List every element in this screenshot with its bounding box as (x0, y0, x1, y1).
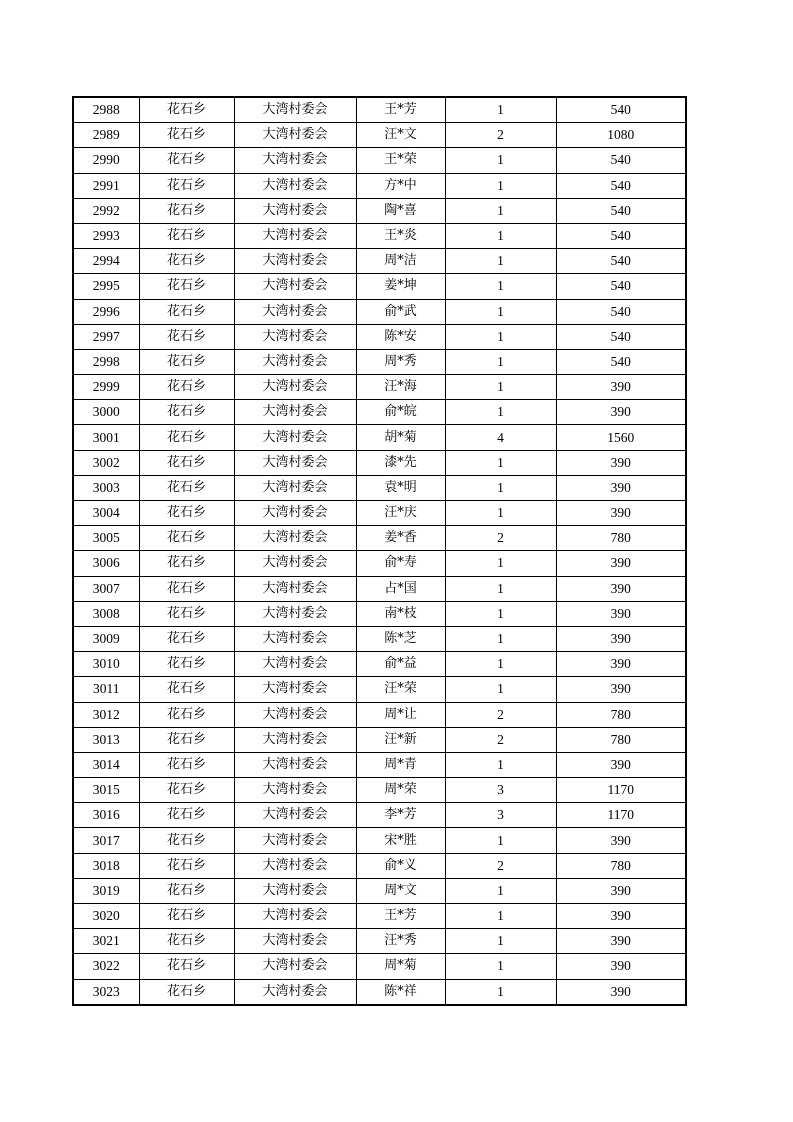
cell-amount: 780 (556, 526, 686, 551)
cell-name: 汪*新 (356, 727, 445, 752)
cell-name: 周*洁 (356, 249, 445, 274)
cell-name: 王*荣 (356, 148, 445, 173)
cell-amount: 390 (556, 601, 686, 626)
cell-committee: 大湾村委会 (234, 223, 356, 248)
cell-name: 姜*香 (356, 526, 445, 551)
cell-amount: 1170 (556, 803, 686, 828)
table-row (73, 904, 686, 929)
cell-amount: 1080 (556, 123, 686, 148)
cell-id: 3016 (73, 803, 139, 828)
cell-amount: 540 (556, 274, 686, 299)
cell-township: 花石乡 (139, 501, 234, 526)
cell-committee: 大湾村委会 (234, 173, 356, 198)
cell-count: 1 (445, 878, 556, 903)
cell-amount: 540 (556, 299, 686, 324)
cell-name: 袁*明 (356, 475, 445, 500)
cell-name: 俞*义 (356, 853, 445, 878)
cell-township: 花石乡 (139, 349, 234, 374)
cell-township: 花石乡 (139, 551, 234, 576)
table-row (73, 652, 686, 677)
cell-township: 花石乡 (139, 375, 234, 400)
cell-township: 花石乡 (139, 828, 234, 853)
cell-id: 2991 (73, 173, 139, 198)
cell-amount: 390 (556, 501, 686, 526)
cell-id: 3006 (73, 551, 139, 576)
cell-township: 花石乡 (139, 97, 234, 123)
cell-count: 1 (445, 601, 556, 626)
cell-township: 花石乡 (139, 198, 234, 223)
table-row (73, 702, 686, 727)
cell-township: 花石乡 (139, 475, 234, 500)
cell-name: 汪*海 (356, 375, 445, 400)
cell-id: 3001 (73, 425, 139, 450)
cell-committee: 大湾村委会 (234, 324, 356, 349)
cell-count: 1 (445, 652, 556, 677)
table-row (73, 223, 686, 248)
cell-id: 3014 (73, 752, 139, 777)
cell-amount: 390 (556, 400, 686, 425)
cell-name: 周*文 (356, 878, 445, 903)
cell-township: 花石乡 (139, 299, 234, 324)
cell-count: 1 (445, 551, 556, 576)
cell-id: 3003 (73, 475, 139, 500)
table-row (73, 752, 686, 777)
cell-count: 3 (445, 778, 556, 803)
cell-count: 1 (445, 375, 556, 400)
cell-committee: 大湾村委会 (234, 929, 356, 954)
cell-township: 花石乡 (139, 123, 234, 148)
cell-amount: 390 (556, 626, 686, 651)
cell-id: 2993 (73, 223, 139, 248)
cell-name: 王*炎 (356, 223, 445, 248)
table-row (73, 576, 686, 601)
cell-committee: 大湾村委会 (234, 375, 356, 400)
cell-amount: 1560 (556, 425, 686, 450)
cell-committee: 大湾村委会 (234, 97, 356, 123)
table-row (73, 878, 686, 903)
cell-amount: 390 (556, 929, 686, 954)
cell-township: 花石乡 (139, 148, 234, 173)
cell-count: 1 (445, 677, 556, 702)
cell-name: 南*枝 (356, 601, 445, 626)
cell-township: 花石乡 (139, 727, 234, 752)
table-row (73, 954, 686, 979)
cell-id: 2999 (73, 375, 139, 400)
cell-committee: 大湾村委会 (234, 475, 356, 500)
cell-count: 1 (445, 148, 556, 173)
cell-committee: 大湾村委会 (234, 274, 356, 299)
table-row (73, 97, 686, 123)
cell-committee: 大湾村委会 (234, 853, 356, 878)
table-row (73, 853, 686, 878)
cell-township: 花石乡 (139, 979, 234, 1005)
cell-name: 汪*秀 (356, 929, 445, 954)
cell-name: 周*让 (356, 702, 445, 727)
table-row (73, 828, 686, 853)
table-body (73, 97, 686, 1005)
cell-count: 1 (445, 349, 556, 374)
table-row (73, 601, 686, 626)
cell-amount: 390 (556, 828, 686, 853)
cell-count: 1 (445, 173, 556, 198)
cell-committee: 大湾村委会 (234, 904, 356, 929)
cell-name: 俞*武 (356, 299, 445, 324)
cell-township: 花石乡 (139, 576, 234, 601)
cell-id: 3015 (73, 778, 139, 803)
cell-count: 1 (445, 752, 556, 777)
cell-township: 花石乡 (139, 778, 234, 803)
cell-committee: 大湾村委会 (234, 979, 356, 1005)
cell-name: 宋*胜 (356, 828, 445, 853)
cell-amount: 540 (556, 324, 686, 349)
cell-amount: 390 (556, 954, 686, 979)
cell-id: 3009 (73, 626, 139, 651)
cell-id: 3008 (73, 601, 139, 626)
cell-id: 3019 (73, 878, 139, 903)
table-row (73, 173, 686, 198)
cell-amount: 780 (556, 853, 686, 878)
cell-count: 1 (445, 475, 556, 500)
cell-id: 2998 (73, 349, 139, 374)
cell-name: 陈*祥 (356, 979, 445, 1005)
cell-amount: 540 (556, 173, 686, 198)
cell-committee: 大湾村委会 (234, 198, 356, 223)
table-row (73, 299, 686, 324)
cell-id: 3023 (73, 979, 139, 1005)
cell-amount: 540 (556, 249, 686, 274)
cell-count: 4 (445, 425, 556, 450)
cell-name: 汪*文 (356, 123, 445, 148)
cell-amount: 390 (556, 904, 686, 929)
cell-count: 1 (445, 979, 556, 1005)
cell-name: 方*中 (356, 173, 445, 198)
cell-name: 周*青 (356, 752, 445, 777)
table-row (73, 475, 686, 500)
table-row (73, 803, 686, 828)
cell-amount: 780 (556, 702, 686, 727)
cell-amount: 390 (556, 979, 686, 1005)
cell-id: 3000 (73, 400, 139, 425)
table-row (73, 778, 686, 803)
cell-count: 1 (445, 274, 556, 299)
cell-committee: 大湾村委会 (234, 727, 356, 752)
cell-township: 花石乡 (139, 274, 234, 299)
cell-count: 1 (445, 954, 556, 979)
cell-id: 2992 (73, 198, 139, 223)
cell-count: 1 (445, 626, 556, 651)
table-row (73, 148, 686, 173)
cell-committee: 大湾村委会 (234, 601, 356, 626)
cell-id: 3007 (73, 576, 139, 601)
cell-id: 3020 (73, 904, 139, 929)
table-row (73, 450, 686, 475)
cell-amount: 540 (556, 198, 686, 223)
table-row (73, 123, 686, 148)
cell-name: 陈*芝 (356, 626, 445, 651)
cell-name: 俞*益 (356, 652, 445, 677)
cell-township: 花石乡 (139, 400, 234, 425)
cell-count: 1 (445, 828, 556, 853)
cell-amount: 390 (556, 677, 686, 702)
cell-amount: 390 (556, 551, 686, 576)
cell-amount: 390 (556, 450, 686, 475)
cell-committee: 大湾村委会 (234, 299, 356, 324)
cell-count: 1 (445, 249, 556, 274)
table-row (73, 249, 686, 274)
cell-count: 2 (445, 526, 556, 551)
cell-id: 3012 (73, 702, 139, 727)
cell-name: 王*芳 (356, 97, 445, 123)
table-row (73, 501, 686, 526)
cell-id: 3005 (73, 526, 139, 551)
cell-committee: 大湾村委会 (234, 954, 356, 979)
cell-committee: 大湾村委会 (234, 752, 356, 777)
cell-id: 3004 (73, 501, 139, 526)
cell-committee: 大湾村委会 (234, 878, 356, 903)
cell-township: 花石乡 (139, 223, 234, 248)
cell-name: 汪*荣 (356, 677, 445, 702)
cell-name: 漆*先 (356, 450, 445, 475)
subsidy-table (72, 96, 687, 1006)
cell-committee: 大湾村委会 (234, 576, 356, 601)
cell-township: 花石乡 (139, 249, 234, 274)
cell-amount: 540 (556, 349, 686, 374)
cell-name: 李*芳 (356, 803, 445, 828)
cell-id: 2989 (73, 123, 139, 148)
table-row (73, 198, 686, 223)
cell-township: 花石乡 (139, 626, 234, 651)
cell-township: 花石乡 (139, 425, 234, 450)
cell-name: 占*国 (356, 576, 445, 601)
cell-amount: 390 (556, 576, 686, 601)
table-row (73, 349, 686, 374)
cell-name: 周*荣 (356, 778, 445, 803)
cell-id: 3002 (73, 450, 139, 475)
cell-id: 3013 (73, 727, 139, 752)
cell-name: 周*菊 (356, 954, 445, 979)
cell-committee: 大湾村委会 (234, 702, 356, 727)
cell-committee: 大湾村委会 (234, 803, 356, 828)
cell-id: 3011 (73, 677, 139, 702)
cell-count: 2 (445, 123, 556, 148)
cell-committee: 大湾村委会 (234, 425, 356, 450)
cell-amount: 780 (556, 727, 686, 752)
table-row (73, 274, 686, 299)
cell-township: 花石乡 (139, 929, 234, 954)
cell-count: 1 (445, 904, 556, 929)
cell-id: 2990 (73, 148, 139, 173)
cell-committee: 大湾村委会 (234, 249, 356, 274)
cell-count: 1 (445, 400, 556, 425)
cell-committee: 大湾村委会 (234, 349, 356, 374)
cell-name: 陈*安 (356, 324, 445, 349)
cell-name: 俞*寿 (356, 551, 445, 576)
cell-name: 陶*喜 (356, 198, 445, 223)
cell-amount: 390 (556, 652, 686, 677)
table-row (73, 979, 686, 1005)
table-row (73, 727, 686, 752)
cell-name: 胡*菊 (356, 425, 445, 450)
cell-township: 花石乡 (139, 173, 234, 198)
cell-township: 花石乡 (139, 677, 234, 702)
cell-township: 花石乡 (139, 702, 234, 727)
cell-id: 2994 (73, 249, 139, 274)
cell-committee: 大湾村委会 (234, 148, 356, 173)
table-row (73, 929, 686, 954)
cell-township: 花石乡 (139, 601, 234, 626)
cell-committee: 大湾村委会 (234, 450, 356, 475)
table-row (73, 626, 686, 651)
cell-id: 3021 (73, 929, 139, 954)
cell-committee: 大湾村委会 (234, 626, 356, 651)
cell-count: 1 (445, 501, 556, 526)
cell-name: 周*秀 (356, 349, 445, 374)
cell-committee: 大湾村委会 (234, 551, 356, 576)
cell-id: 2988 (73, 97, 139, 123)
cell-count: 3 (445, 803, 556, 828)
cell-count: 2 (445, 727, 556, 752)
cell-township: 花石乡 (139, 853, 234, 878)
cell-township: 花石乡 (139, 904, 234, 929)
cell-township: 花石乡 (139, 526, 234, 551)
cell-id: 3022 (73, 954, 139, 979)
cell-name: 姜*坤 (356, 274, 445, 299)
cell-township: 花石乡 (139, 878, 234, 903)
cell-id: 2997 (73, 324, 139, 349)
cell-committee: 大湾村委会 (234, 400, 356, 425)
cell-committee: 大湾村委会 (234, 778, 356, 803)
cell-count: 2 (445, 853, 556, 878)
table-row (73, 324, 686, 349)
cell-township: 花石乡 (139, 450, 234, 475)
cell-id: 3017 (73, 828, 139, 853)
cell-count: 1 (445, 198, 556, 223)
cell-id: 2996 (73, 299, 139, 324)
cell-amount: 390 (556, 878, 686, 903)
cell-count: 1 (445, 97, 556, 123)
cell-id: 2995 (73, 274, 139, 299)
cell-amount: 540 (556, 223, 686, 248)
cell-township: 花石乡 (139, 954, 234, 979)
cell-committee: 大湾村委会 (234, 123, 356, 148)
table-row (73, 425, 686, 450)
cell-amount: 390 (556, 752, 686, 777)
cell-count: 1 (445, 324, 556, 349)
cell-committee: 大湾村委会 (234, 526, 356, 551)
cell-committee: 大湾村委会 (234, 828, 356, 853)
cell-id: 3018 (73, 853, 139, 878)
cell-count: 2 (445, 702, 556, 727)
cell-count: 1 (445, 929, 556, 954)
cell-name: 王*芳 (356, 904, 445, 929)
cell-count: 1 (445, 299, 556, 324)
table-row (73, 551, 686, 576)
cell-township: 花石乡 (139, 752, 234, 777)
cell-township: 花石乡 (139, 652, 234, 677)
cell-name: 汪*庆 (356, 501, 445, 526)
cell-name: 俞*皖 (356, 400, 445, 425)
cell-committee: 大湾村委会 (234, 652, 356, 677)
cell-count: 1 (445, 576, 556, 601)
table-row (73, 400, 686, 425)
table-row (73, 677, 686, 702)
cell-township: 花石乡 (139, 324, 234, 349)
cell-amount: 390 (556, 375, 686, 400)
cell-committee: 大湾村委会 (234, 501, 356, 526)
table-row (73, 375, 686, 400)
cell-amount: 1170 (556, 778, 686, 803)
cell-id: 3010 (73, 652, 139, 677)
cell-count: 1 (445, 450, 556, 475)
cell-committee: 大湾村委会 (234, 677, 356, 702)
table-row (73, 526, 686, 551)
cell-amount: 540 (556, 97, 686, 123)
cell-township: 花石乡 (139, 803, 234, 828)
cell-count: 1 (445, 223, 556, 248)
cell-amount: 540 (556, 148, 686, 173)
cell-amount: 390 (556, 475, 686, 500)
